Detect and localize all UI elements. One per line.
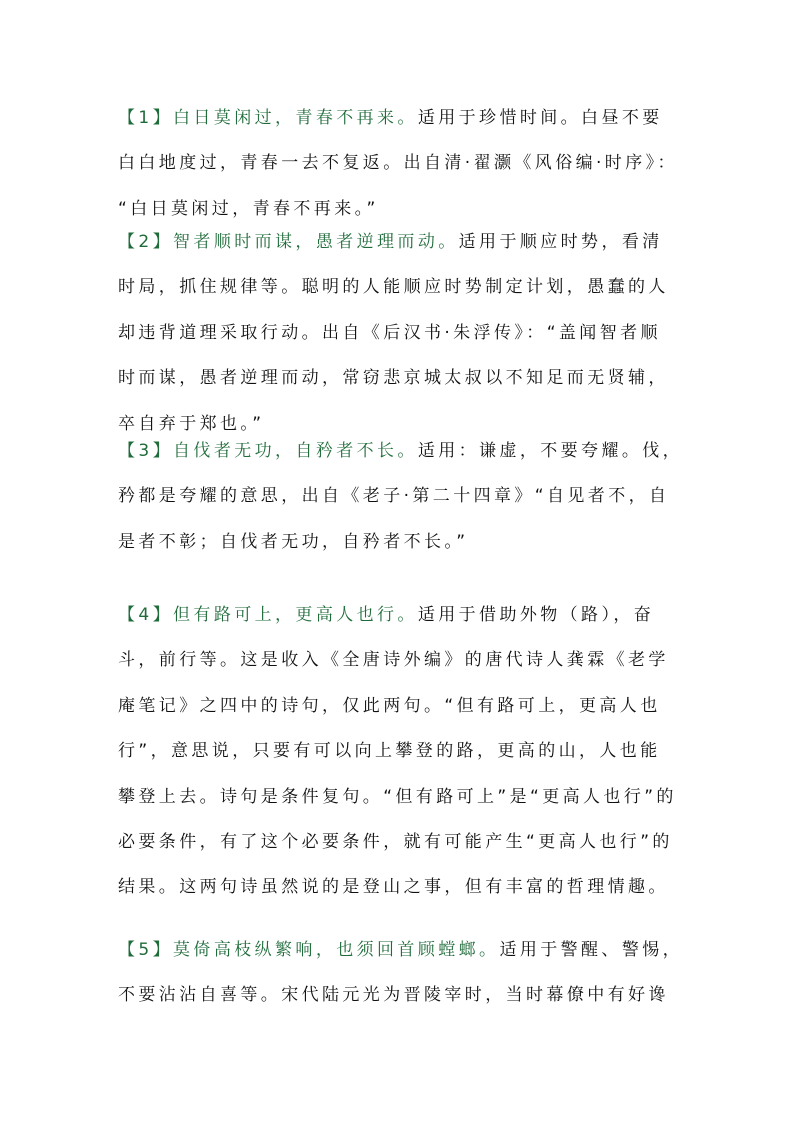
- entry-3-number: 【3】: [118, 441, 174, 461]
- entry-3-first-line: [118, 442, 684, 460]
- entry-4-text-line-6: 必要条件，有了这个必要条件，就有可能产生“更高人也行”的: [118, 831, 673, 852]
- entry-1-text-line-3: “白日莫闲过，青春不再来。”: [118, 198, 379, 219]
- entry-3: [118, 442, 684, 551]
- entry-2-text-line-1: 适用于顺应时势，看清: [458, 232, 663, 252]
- entry-1-text-line-1: 适用于珍惜时间。白昼不要: [417, 108, 663, 128]
- entry-4-number: 【4】: [118, 605, 174, 625]
- entry-2-heading: 智者顺时而谋，愚者逆理而动。: [173, 232, 459, 252]
- entry-2-first-line: [118, 233, 684, 251]
- entry-4-text-line-2: 斗，前行等。这是收入《全唐诗外编》的唐代诗人龚霖《老学: [118, 650, 669, 671]
- entry-4-text-line-7: 结果。这两句诗虽然说的是登山之事，但有丰富的哲理情趣。: [118, 877, 669, 898]
- entry-1-first-line: [118, 109, 684, 127]
- entry-5-heading: 莫倚高枝纵繁响，也须回首顾螳螂。: [173, 940, 500, 960]
- entry-2-number: 【2】: [118, 232, 174, 252]
- entry-3-text-line-1: 适用：谦虚，不要夸耀。伐，: [417, 441, 684, 461]
- entry-1: [118, 109, 684, 218]
- entry-3-heading: 自伐者无功，自矜者不长。: [173, 441, 418, 461]
- entry-4-text-line-5: 攀登上去。诗句是条件复句。“但有路可上”是“更高人也行”的: [118, 786, 677, 807]
- entry-5-text-line-1: 适用于警醒、警惕，: [499, 940, 684, 960]
- entry-5-text-line-2: 不要沾沾自喜等。宋代陆元光为晋陵宰时，当时幕僚中有好谗: [118, 985, 669, 1006]
- entry-4-first-line: [118, 606, 684, 624]
- entry-4-text-line-4: 行”，意思说，只要有可以向上攀登的路，更高的山，人也能: [118, 741, 661, 762]
- entry-2-text-line-4: 时而谋，愚者逆理而动，常窃悲京城太叔以不知足而无贤辅，: [118, 368, 669, 389]
- entry-1-heading: 白日莫闲过，青春不再来。: [173, 108, 418, 128]
- entry-2-text-line-5: 卒自弃于郑也。”: [118, 413, 265, 434]
- entry-1-number: 【1】: [118, 108, 174, 128]
- entry-4-text-line-3: 庵笔记》之四中的诗句，仅此两句。“但有路可上，更高人也: [118, 695, 661, 716]
- entry-4: [118, 606, 684, 896]
- entry-3-text-line-2: 矜都是夸耀的意思，出自《老子·第二十四章》“自见者不，自: [118, 486, 670, 507]
- entry-1-text-line-2: 白白地度过，青春一去不复返。出自清·翟灏《风俗编·时序》：: [118, 153, 678, 174]
- entry-5-number: 【5】: [118, 940, 174, 960]
- entry-2: [118, 233, 684, 433]
- entry-4-heading: 但有路可上，更高人也行。: [173, 605, 418, 625]
- entry-2-text-line-3: 却违背道理采取行动。出自《后汉书·朱浮传》：“盖闻智者顺: [118, 322, 661, 343]
- entry-5: [118, 941, 684, 1004]
- entry-3-text-line-3: 是者不彰；自伐者无功，自矜者不长。”: [118, 531, 469, 552]
- entry-4-text-line-1: 适用于借助外物（路），奋: [417, 605, 655, 625]
- entry-2-text-line-2: 时局，抓住规律等。聪明的人能顺应时势制定计划，愚蠢的人: [118, 277, 669, 298]
- entry-5-first-line: [118, 941, 684, 959]
